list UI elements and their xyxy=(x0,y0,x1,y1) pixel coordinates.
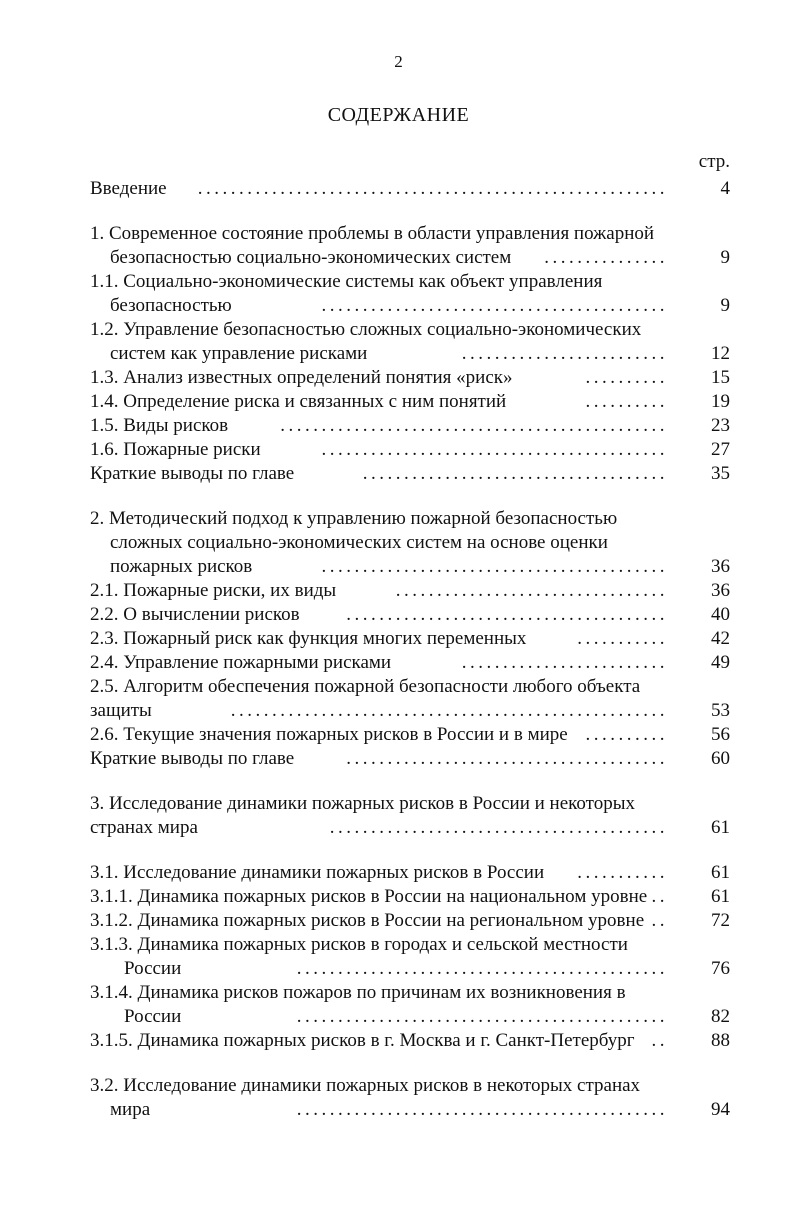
toc-entry xyxy=(90,981,730,1005)
toc-leader-dots: .......................................... xyxy=(321,295,668,316)
toc-entry-text: России xyxy=(124,958,182,979)
toc-page-number: 40 xyxy=(711,604,730,625)
toc-page-number: 42 xyxy=(711,628,730,649)
toc-page-number: 88 xyxy=(711,1030,730,1051)
toc-leader-dots: ........... xyxy=(577,628,668,649)
toc-leader-dots: ......................................... xyxy=(329,817,668,838)
toc-entry-text: 2.1. Пожарные риски, их виды xyxy=(90,580,337,601)
toc-entry-text: 3.1.4. Динамика рисков пожаров по причинам их возникновения в xyxy=(90,982,626,1003)
toc-entry-text: пожарных рисков xyxy=(110,556,253,577)
toc-entry xyxy=(90,933,730,957)
toc-page-number: 4 xyxy=(720,178,730,199)
toc-entry-text: Введение xyxy=(90,178,167,199)
toc-entry-text: безопасностью xyxy=(110,295,232,316)
toc-page-number: 12 xyxy=(711,343,730,364)
toc-entry xyxy=(90,699,730,723)
toc-entry-text: 1. Современное состояние проблемы в области управления пожарной xyxy=(90,223,655,244)
toc-entry xyxy=(90,1029,730,1053)
toc-entry xyxy=(90,177,730,201)
toc-entry xyxy=(90,816,730,840)
toc-entry-text: 1.2. Управление безопасностью сложных социально-экономических xyxy=(90,319,642,340)
toc-page-number: 94 xyxy=(711,1099,730,1120)
toc-page-number: 36 xyxy=(711,556,730,577)
toc-leader-dots: .. xyxy=(651,886,668,907)
toc-entry-text: защиты xyxy=(90,700,152,721)
toc-entry xyxy=(90,909,730,933)
toc-entry xyxy=(90,651,730,675)
toc-leader-dots: ..................................... xyxy=(362,463,668,484)
toc-entry xyxy=(90,246,730,270)
toc-leader-dots: .. xyxy=(651,910,668,931)
toc-entry-text: 3.1.2. Динамика пожарных рисков в России на региональном уровне xyxy=(90,910,645,931)
toc-page-number: 9 xyxy=(720,247,730,268)
toc-page-number: 35 xyxy=(711,463,730,484)
page-column-label: стр. xyxy=(698,151,730,172)
toc-entry-text: 2.5. Алгоритм обеспечения пожарной безопасности любого объекта xyxy=(90,676,641,697)
toc-entry xyxy=(90,414,730,438)
toc-entry-text: 1.3. Анализ известных определений понятия «риск» xyxy=(90,367,513,388)
toc-entry-text: мира xyxy=(110,1099,151,1120)
toc-entry xyxy=(90,270,730,294)
toc-entry xyxy=(90,507,730,531)
toc-entry xyxy=(90,861,730,885)
toc-entry xyxy=(90,531,730,555)
toc-entry-text: 3. Исследование динамики пожарных рисков в России и некоторых xyxy=(90,793,635,814)
toc-entry xyxy=(90,555,730,579)
toc-entry-text: 1.4. Определение риска и связанных с ним понятий xyxy=(90,391,507,412)
toc-page-number: 56 xyxy=(711,724,730,745)
toc-page-number: 72 xyxy=(711,910,730,931)
toc-leader-dots: ......................... xyxy=(461,343,668,364)
toc-entry-text: 2.6. Текущие значения пожарных рисков в России и в мире xyxy=(90,724,568,745)
toc-entry xyxy=(90,1005,730,1029)
toc-entry-text: 3.1.3. Динамика пожарных рисков в городах и сельской местности xyxy=(90,934,628,955)
toc-entry-text: 3.1.5. Динамика пожарных рисков в г. Москва и г. Санкт-Петербург xyxy=(90,1030,635,1051)
toc-page-number: 19 xyxy=(711,391,730,412)
toc-entry xyxy=(90,627,730,651)
toc-leader-dots: .......... xyxy=(585,391,668,412)
toc-entry-text: 2. Методический подход к управлению пожарной безопасностью xyxy=(90,508,618,529)
toc-leader-dots: ......................................................... xyxy=(197,178,668,199)
page-title: СОДЕРЖАНИЕ xyxy=(327,104,470,126)
toc-page-number: 15 xyxy=(711,367,730,388)
toc-leader-dots: ............................................. xyxy=(296,1099,668,1120)
toc-entry xyxy=(90,366,730,390)
toc-entry xyxy=(90,723,730,747)
toc-leader-dots: .......................................... xyxy=(321,556,668,577)
toc-page-number: 9 xyxy=(720,295,730,316)
toc-leader-dots: ..................................................... xyxy=(230,700,668,721)
toc-leader-dots: ....................................... xyxy=(346,748,668,769)
toc-entry-text: безопасностью социально-экономических систем xyxy=(110,247,512,268)
toc-entry-text: систем как управление рисками xyxy=(110,343,368,364)
toc-entry xyxy=(90,294,730,318)
toc-entry-text: 1.6. Пожарные риски xyxy=(90,439,261,460)
toc-entry xyxy=(90,792,730,816)
toc-entry xyxy=(90,579,730,603)
toc-page-number: 49 xyxy=(711,652,730,673)
toc-entry xyxy=(90,390,730,414)
toc-entry xyxy=(90,1074,730,1098)
toc-page-number: 61 xyxy=(711,862,730,883)
toc-entry-text: странах мира xyxy=(90,817,198,838)
toc-entry xyxy=(90,222,730,246)
toc-leader-dots: ....................................... xyxy=(346,604,668,625)
toc-leader-dots: ............... xyxy=(544,247,668,268)
toc-leader-dots: .......... xyxy=(585,367,668,388)
toc-entry xyxy=(90,318,730,342)
toc-entry-text: 2.2. О вычислении рисков xyxy=(90,604,300,625)
toc-page-number: 27 xyxy=(711,439,730,460)
toc-entry xyxy=(90,675,730,699)
toc-leader-dots: .......... xyxy=(585,724,668,745)
toc-page-number: 53 xyxy=(711,700,730,721)
toc-page-number: 82 xyxy=(711,1006,730,1027)
toc-leader-dots: .. xyxy=(651,1030,668,1051)
toc-page-number: 61 xyxy=(711,886,730,907)
toc-entry-text: Краткие выводы по главе xyxy=(90,748,295,769)
toc-entry-text: 1.5. Виды рисков xyxy=(90,415,229,436)
toc-entry-text: 3.2. Исследование динамики пожарных рисков в некоторых странах xyxy=(90,1075,641,1096)
page-number: 2 xyxy=(394,52,403,71)
toc-entry-text: Краткие выводы по главе xyxy=(90,463,295,484)
toc-leader-dots: ............................................... xyxy=(280,415,668,436)
toc-leader-dots: ........... xyxy=(577,862,668,883)
toc-page-number: 60 xyxy=(711,748,730,769)
toc-page-number: 61 xyxy=(711,817,730,838)
toc-leader-dots: ............................................. xyxy=(296,1006,668,1027)
toc-entry-text: 1.1. Социально-экономические системы как объект управления xyxy=(90,271,603,292)
toc-leader-dots: ................................. xyxy=(395,580,668,601)
toc-entry-text: 3.1. Исследование динамики пожарных рисков в России xyxy=(90,862,545,883)
toc-entry xyxy=(90,957,730,981)
toc-entry-text: сложных социально-экономических систем на основе оценки xyxy=(110,532,608,553)
toc-entry xyxy=(90,603,730,627)
toc-entry xyxy=(90,462,730,486)
toc-leader-dots: ......................... xyxy=(461,652,668,673)
toc-entry xyxy=(90,342,730,366)
toc-entry-text: 2.4. Управление пожарными рисками xyxy=(90,652,392,673)
toc-entry xyxy=(90,885,730,909)
toc-leader-dots: ............................................. xyxy=(296,958,668,979)
toc-entry-text: России xyxy=(124,1006,182,1027)
toc-page-number: 23 xyxy=(711,415,730,436)
toc-leader-dots: .......................................... xyxy=(321,439,668,460)
toc-entry-text: 3.1.1. Динамика пожарных рисков в России на национальном уровне xyxy=(90,886,648,907)
toc-entry-text: 2.3. Пожарный риск как функция многих переменных xyxy=(90,628,527,649)
toc-entry xyxy=(90,1098,730,1122)
toc-page-number: 76 xyxy=(711,958,730,979)
toc-entry xyxy=(90,747,730,771)
toc-page-number: 36 xyxy=(711,580,730,601)
toc-entry xyxy=(90,438,730,462)
